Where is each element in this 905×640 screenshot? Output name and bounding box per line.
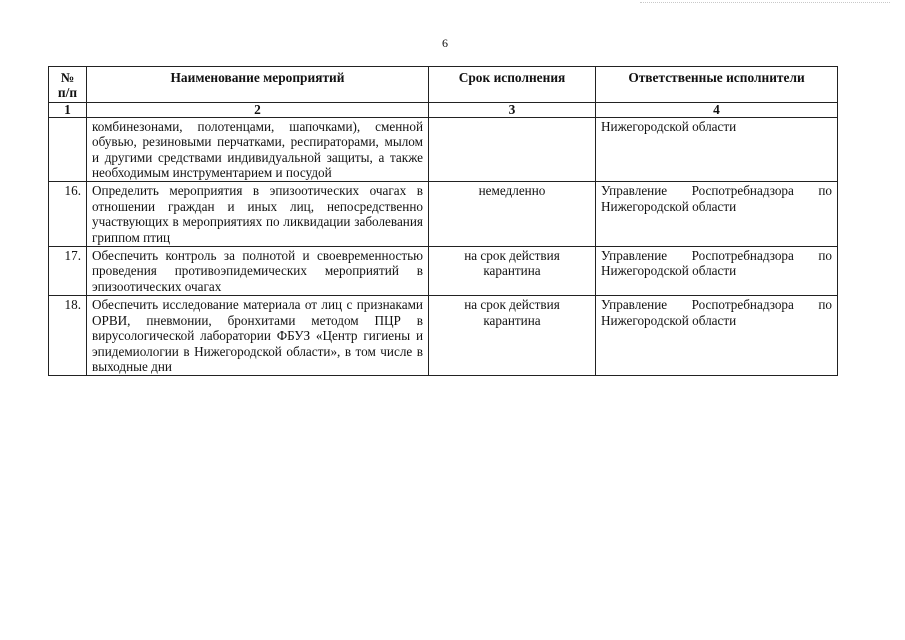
row-number: 18. [49,296,87,376]
row-action: комбинезонами, полотенцами, шапочками), сменной обувью, резиновыми перчатками, респираторами, мылом и другими средствами индивидуальной защиты, а также необходимым инструментарием и посудой [87,117,429,182]
header-number: № п/п [49,67,87,103]
header-action: Наименование мероприятий [87,67,429,103]
table-row [49,117,838,182]
table-row [49,296,838,376]
page-number: 6 [442,36,448,50]
row-responsible: Управление Роспотребнадзора по Нижегородской области [596,182,838,247]
column-number: 3 [429,102,596,117]
table-header-row [49,67,838,103]
row-action: Обеспечить исследование материала от лиц с признаками ОРВИ, пневмонии, бронхитами методом ПЦР в вирусологической лаборатории ФБУЗ «Центр гигиены и эпидемиологии в Нижегородской области», в том числе в выходные дни [87,296,429,376]
row-responsible: Управление Роспотребнадзора по Нижегородской области [596,296,838,376]
row-responsible: Управление Роспотребнадзора по Нижегородской области [596,247,838,296]
scan-edge-mark [640,2,890,3]
table-row [49,247,838,296]
row-term: на срок действия карантина [429,247,596,296]
column-number: 4 [596,102,838,117]
row-number: 17. [49,247,87,296]
row-term: немедленно [429,182,596,247]
row-action: Обеспечить контроль за полнотой и своевременностью проведения противоэпидемических мероприятий в эпизоотических очагах [87,247,429,296]
row-term [429,117,596,182]
measures-table [48,66,838,376]
column-number: 1 [49,102,87,117]
row-term: на срок действия карантина [429,296,596,376]
header-term: Срок исполнения [429,67,596,103]
row-action: Определить мероприятия в эпизоотических очагах в отношении граждан и иных лиц, непосредственно участвующих в мероприятиях по ликвидации заболевания гриппом птиц [87,182,429,247]
column-number: 2 [87,102,429,117]
header-responsible: Ответственные исполнители [596,67,838,103]
row-number [49,117,87,182]
row-number: 16. [49,182,87,247]
column-number-row [49,102,838,117]
row-responsible: Нижегородской области [596,117,838,182]
table-row [49,182,838,247]
